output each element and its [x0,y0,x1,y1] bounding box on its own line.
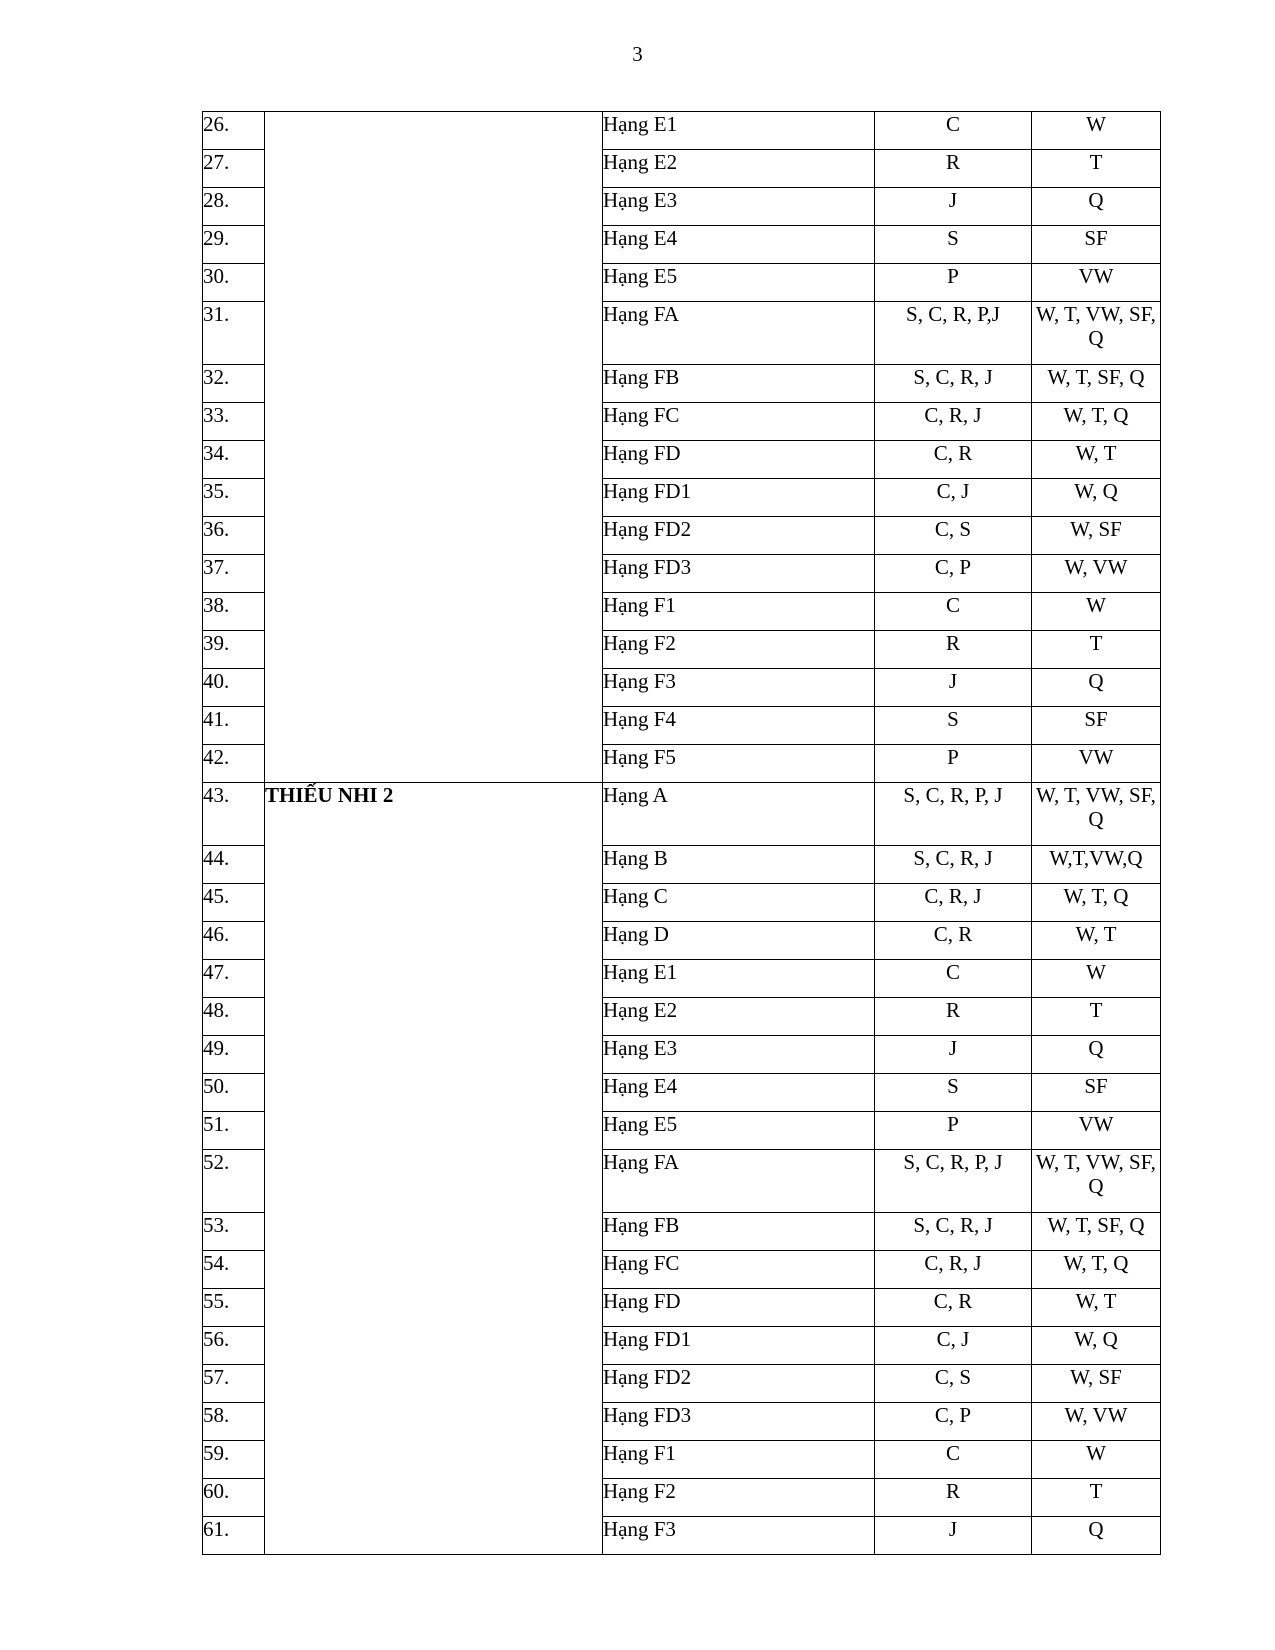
event-cell: Q [1032,669,1161,707]
event-cell: W [1032,960,1161,998]
row-number: 31. [203,302,265,365]
code-cell: S, C, R, J [875,1213,1032,1251]
row-number: 49. [203,1036,265,1074]
code-cell: P [875,264,1032,302]
event-cell: Q [1032,1036,1161,1074]
event-cell: W, SF [1032,517,1161,555]
rank-cell: Hạng E4 [603,1074,875,1112]
row-number: 56. [203,1327,265,1365]
code-cell: C, S [875,1365,1032,1403]
code-cell: J [875,669,1032,707]
rank-cell: Hạng FD [603,441,875,479]
code-cell: R [875,631,1032,669]
event-cell: T [1032,1479,1161,1517]
code-cell: C, P [875,555,1032,593]
row-number: 27. [203,150,265,188]
rank-cell: Hạng F4 [603,707,875,745]
rank-cell: Hạng FD2 [603,517,875,555]
group-cell: THIẾU NHI 2 [265,783,603,1555]
rank-cell: Hạng FD1 [603,1327,875,1365]
rank-cell: Hạng FC [603,1251,875,1289]
rank-cell: Hạng C [603,884,875,922]
event-cell: W, T, Q [1032,403,1161,441]
row-number: 36. [203,517,265,555]
rank-cell: Hạng FD [603,1289,875,1327]
code-cell: C, P [875,1403,1032,1441]
row-number: 26. [203,112,265,150]
row-number: 59. [203,1441,265,1479]
group-cell [265,112,603,783]
row-number: 54. [203,1251,265,1289]
row-number: 58. [203,1403,265,1441]
row-number: 46. [203,922,265,960]
row-number: 41. [203,707,265,745]
rank-cell: Hạng F3 [603,1517,875,1555]
row-number: 34. [203,441,265,479]
rank-cell: Hạng FD3 [603,555,875,593]
event-cell: W, T, VW, SF, Q [1032,1150,1161,1213]
row-number: 33. [203,403,265,441]
rank-cell: Hạng E5 [603,1112,875,1150]
rank-cell: Hạng B [603,846,875,884]
event-cell: W, T [1032,441,1161,479]
code-cell: C, J [875,479,1032,517]
code-cell: R [875,1479,1032,1517]
row-number: 61. [203,1517,265,1555]
rank-cell: Hạng FD3 [603,1403,875,1441]
code-cell: C [875,593,1032,631]
code-cell: C, R, J [875,403,1032,441]
row-number: 40. [203,669,265,707]
event-cell: W, T [1032,922,1161,960]
event-cell: W, VW [1032,555,1161,593]
code-cell: C, R, J [875,884,1032,922]
category-table [202,111,1161,1555]
row-number: 30. [203,264,265,302]
event-cell: W [1032,593,1161,631]
code-cell: C, S [875,517,1032,555]
event-cell: W, Q [1032,479,1161,517]
code-cell: S [875,1074,1032,1112]
code-cell: J [875,1517,1032,1555]
code-cell: R [875,150,1032,188]
event-cell: VW [1032,745,1161,783]
code-cell: C [875,112,1032,150]
rank-cell: Hạng FA [603,1150,875,1213]
row-number: 28. [203,188,265,226]
event-cell: W, T, Q [1032,1251,1161,1289]
event-cell: W, T, VW, SF, Q [1032,302,1161,365]
event-cell: W [1032,1441,1161,1479]
rank-cell: Hạng FB [603,1213,875,1251]
row-number: 38. [203,593,265,631]
event-cell: VW [1032,264,1161,302]
table-row [203,783,1161,846]
row-number: 42. [203,745,265,783]
rank-cell: Hạng D [603,922,875,960]
code-cell: C, R [875,441,1032,479]
event-cell: W, T, SF, Q [1032,365,1161,403]
code-cell: S, C, R, P, J [875,1150,1032,1213]
row-number: 39. [203,631,265,669]
code-cell: J [875,188,1032,226]
event-cell: W, Q [1032,1327,1161,1365]
rank-cell: Hạng FD1 [603,479,875,517]
rank-cell: Hạng F1 [603,593,875,631]
rank-cell: Hạng F2 [603,1479,875,1517]
event-cell: Q [1032,1517,1161,1555]
rank-cell: Hạng F2 [603,631,875,669]
event-cell: T [1032,631,1161,669]
rank-cell: Hạng E1 [603,112,875,150]
row-number: 45. [203,884,265,922]
event-cell: W, T, SF, Q [1032,1213,1161,1251]
row-number: 44. [203,846,265,884]
event-cell: W [1032,112,1161,150]
row-number: 47. [203,960,265,998]
rank-cell: Hạng E3 [603,188,875,226]
rank-cell: Hạng E3 [603,1036,875,1074]
page-number: 3 [632,42,643,66]
rank-cell: Hạng FC [603,403,875,441]
rank-cell: Hạng FA [603,302,875,365]
row-number: 29. [203,226,265,264]
code-cell: C, J [875,1327,1032,1365]
event-cell: W, T [1032,1289,1161,1327]
event-cell: SF [1032,707,1161,745]
event-cell: Q [1032,188,1161,226]
event-cell: T [1032,998,1161,1036]
rank-cell: Hạng E1 [603,960,875,998]
row-number: 48. [203,998,265,1036]
code-cell: C, R [875,922,1032,960]
code-cell: S [875,226,1032,264]
event-cell: VW [1032,1112,1161,1150]
rank-cell: Hạng E2 [603,998,875,1036]
code-cell: S, C, R, J [875,846,1032,884]
row-number: 57. [203,1365,265,1403]
event-cell: W, SF [1032,1365,1161,1403]
row-number: 35. [203,479,265,517]
code-cell: S, C, R, P,J [875,302,1032,365]
rank-cell: Hạng A [603,783,875,846]
code-cell: C, R, J [875,1251,1032,1289]
row-number: 53. [203,1213,265,1251]
row-number: 50. [203,1074,265,1112]
code-cell: R [875,998,1032,1036]
code-cell: C [875,960,1032,998]
code-cell: C, R [875,1289,1032,1327]
event-cell: W, VW [1032,1403,1161,1441]
rank-cell: Hạng F5 [603,745,875,783]
rank-cell: Hạng E5 [603,264,875,302]
rank-cell: Hạng F3 [603,669,875,707]
code-cell: S, C, R, P, J [875,783,1032,846]
event-cell: W,T,VW,Q [1032,846,1161,884]
rank-cell: Hạng FD2 [603,1365,875,1403]
rank-cell: Hạng E2 [603,150,875,188]
event-cell: SF [1032,1074,1161,1112]
code-cell: J [875,1036,1032,1074]
event-cell: W, T, Q [1032,884,1161,922]
row-number: 55. [203,1289,265,1327]
code-cell: C [875,1441,1032,1479]
row-number: 51. [203,1112,265,1150]
code-cell: S [875,707,1032,745]
row-number: 32. [203,365,265,403]
code-cell: S, C, R, J [875,365,1032,403]
event-cell: SF [1032,226,1161,264]
row-number: 37. [203,555,265,593]
event-cell: T [1032,150,1161,188]
row-number: 60. [203,1479,265,1517]
code-cell: P [875,745,1032,783]
rank-cell: Hạng E4 [603,226,875,264]
row-number: 43. [203,783,265,846]
event-cell: W, T, VW, SF, Q [1032,783,1161,846]
code-cell: P [875,1112,1032,1150]
row-number: 52. [203,1150,265,1213]
rank-cell: Hạng F1 [603,1441,875,1479]
table-row [203,112,1161,150]
rank-cell: Hạng FB [603,365,875,403]
